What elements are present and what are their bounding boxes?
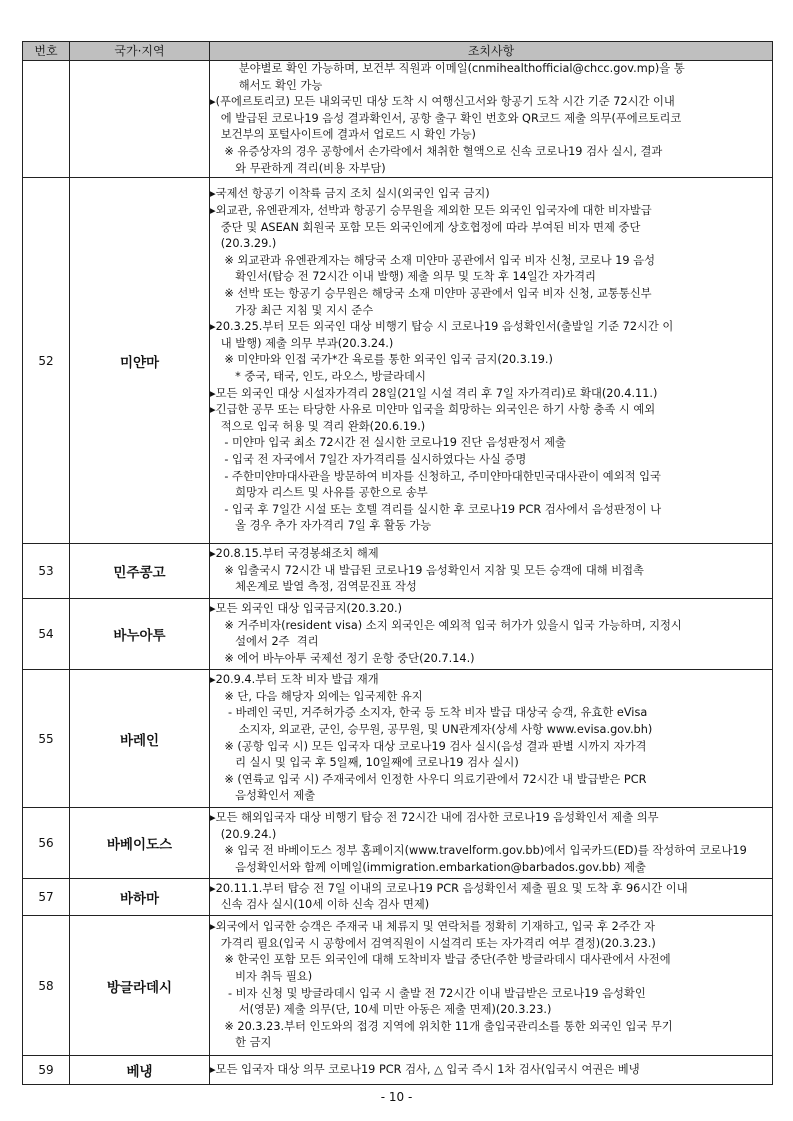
measure-line: ▸모든 해외입국자 대상 비행기 탑승 전 72시간 내에 검사한 코로나19 음성확인서 제출 의무 (210, 810, 659, 824)
country-name: 민주콩고 (70, 544, 210, 599)
measure-line: ※ 입국 전 바베이도스 정부 홈페이지(www.travelform.gov.bb)에서 입국카드(ED)를 작성하여 코로나19 (210, 844, 747, 858)
country-name (70, 61, 210, 178)
measure-line: ※ 거주비자(resident visa) 소지 외국인은 예외적 입국 허가가 있을시 입국 가능하며, 지정시 (210, 618, 682, 632)
measure-line: 확인서(탑승 전 72시간 이내 발행) 제출 의무 및 도착 후 14일간 자가격리 (210, 270, 596, 284)
measures-cell (210, 61, 773, 178)
measure-line: ※ 한국인 포함 모든 외국인에 대해 도착비자 발급 중단(주한 방글라데시 대사관에서 사전에 (210, 953, 671, 967)
measures-cell (210, 599, 773, 670)
measure-line: 소지자, 외교관, 군인, 승무원, 공무원, 및 UN관계자(상세 사항 www.evisa.gov.bh) (210, 723, 653, 737)
measure-line: 신속 검사 실시(10세 이하 신속 검사 면제) (210, 898, 430, 912)
country-name: 방글라데시 (70, 916, 210, 1056)
measures-cell (210, 670, 773, 808)
measure-line: (20.9.24.) (210, 827, 277, 841)
header-country: 국가·지역 (70, 42, 210, 61)
table-header-row (23, 42, 773, 61)
measure-line: - 입국 전 자국에서 7일간 자가격리를 실시하였다는 사실 증명 (210, 452, 527, 466)
measure-line: ▸긴급한 공무 또는 타당한 사유로 미얀마 입국을 희망하는 외국인은 하기 사항 충족 시 예외 (210, 403, 656, 417)
measure-line: ▸모든 외국인 대상 입국금지(20.3.20.) (210, 601, 403, 615)
measure-line: 가장 최근 지침 및 지시 준수 (210, 303, 374, 317)
measure-line: 음성확인서와 함께 이메일(immigration.embarkation@barbados.gov.bb) 제출 (210, 860, 646, 874)
measure-line: 한 금지 (210, 1036, 272, 1050)
measure-line: ▸외교관, 유엔관계자, 선박과 항공기 승무원을 제외한 모든 외국인 입국자에 대한 비자발급 (210, 204, 652, 218)
measure-line: ▸모든 입국자 대상 의무 코로나19 PCR 검사, △ 입국 즉시 1차 검사(입국시 여권은 베냉 (210, 1062, 640, 1076)
measure-line: 희망자 리스트 및 사유를 공한으로 송부 (210, 486, 428, 500)
measure-line: ▸모든 외국인 대상 시설자가격리 28일(21일 시설 격리 후 7일 자가격리)로 확대(20.4.11.) (210, 386, 658, 400)
measure-line: 음성확인서 제출 (210, 789, 316, 803)
measure-line: ※ 미얀마와 인접 국가*간 육로를 통한 외국인 입국 금지(20.3.19.) (210, 353, 553, 367)
row-number: 52 (23, 178, 70, 544)
measure-line: ※ 에어 바누아투 국제선 정기 운항 중단(20.7.14.) (210, 651, 475, 665)
measure-line: 해서도 확인 가능 (210, 78, 323, 92)
table-row (23, 879, 773, 916)
measures-cell (210, 1056, 773, 1085)
row-number: 58 (23, 916, 70, 1056)
measure-line: ▸20.11.1.부터 탑승 전 7일 이내의 코로나19 PCR 음성확인서 제출 필요 및 도착 후 96시간 이내 (210, 881, 688, 895)
measure-line: 올 경우 추가 자가격리 7일 후 활동 가능 (210, 519, 432, 533)
table-row (23, 1056, 773, 1085)
measure-line: 적으로 입국 허용 및 격리 완화(20.6.19.) (210, 419, 426, 433)
measures-table (22, 41, 773, 1085)
measure-line: 체온계로 발열 측정, 검역문진표 작성 (210, 580, 417, 594)
measure-line: 분야별로 확인 가능하며, 보건부 직원과 이메일(cnmihealthofficial@chcc.gov.mp)을 통 (210, 62, 685, 75)
measure-line: ▸20.9.4.부터 도착 비자 발급 재개 (210, 673, 379, 687)
measure-line: 내 발행) 제출 의무 부과(20.3.24.) (210, 336, 394, 350)
measure-line: - 주한미얀마대사관을 방문하여 비자를 신청하고, 주미얀마대한민국대사관이 예외적 입국 (210, 469, 661, 483)
measure-line: ※ 외교관과 유엔관계자는 해당국 소재 미얀마 공관에서 입국 비자 신청, 코로나 19 음성 (210, 253, 656, 267)
measure-line: 리 실시 및 입국 후 5일째, 10일째에 코로나19 검사 실시) (210, 756, 519, 770)
measure-line: ※ 선박 또는 항공기 승무원은 해당국 소재 미얀마 공관에서 입국 비자 신청, 교통통신부 (210, 286, 652, 300)
measure-line: 중단 및 ASEAN 회원국 포함 모든 외국인에게 상호협정에 따라 부여된 비자 면제 중단 (210, 220, 641, 234)
country-name: 바하마 (70, 879, 210, 916)
header-number: 번호 (23, 42, 70, 61)
row-number: 54 (23, 599, 70, 670)
table-row (23, 808, 773, 879)
table-row (23, 599, 773, 670)
table-row (23, 544, 773, 599)
measure-line: ▸(푸에르토리코) 모든 내외국민 대상 도착 시 여행신고서와 항공기 도착 시간 기준 72시간 이내 (210, 95, 675, 109)
table-body (23, 61, 773, 1085)
measure-line: ▸20.8.15.부터 국경봉쇄조치 해제 (210, 547, 379, 561)
row-number: 55 (23, 670, 70, 808)
measure-line: ※ (연륙교 입국 시) 주재국에서 인정한 사우디 의료기관에서 72시간 내 발급받은 PCR (210, 772, 647, 786)
measures-cell (210, 879, 773, 916)
row-number: 53 (23, 544, 70, 599)
row-number (23, 61, 70, 178)
measure-line: - 미얀마 입국 최소 72시간 전 실시한 코로나19 진단 음성판정서 제출 (210, 436, 566, 450)
measure-line: ※ 20.3.23.부터 인도와의 접경 지역에 위치한 11개 출입국관리소를 통한 외국인 입국 무기 (210, 1019, 673, 1033)
country-name: 베냉 (70, 1056, 210, 1085)
measure-line: * 중국, 태국, 인도, 라오스, 방글라데시 (210, 369, 426, 383)
table-row (23, 670, 773, 808)
country-name: 미얀마 (70, 178, 210, 544)
measure-line: 비자 취득 필요) (210, 970, 313, 984)
measure-line: ※ 단, 다음 해당자 외에는 입국제한 유지 (210, 689, 423, 703)
measure-line: 가격리 필요(입국 시 공항에서 검역직원이 시설격리 또는 자가격리 여부 결정)(20.3.23.) (210, 936, 656, 950)
country-name: 바베이도스 (70, 808, 210, 879)
row-number: 59 (23, 1056, 70, 1085)
page-number: - 10 - (380, 1090, 413, 1104)
measure-line: 와 무관하게 격리(비용 자부담) (210, 161, 386, 175)
country-name: 바누아투 (70, 599, 210, 670)
measure-line: 설에서 2주 격리 (210, 635, 319, 649)
measure-line: 보건부의 포털사이트에 결과서 업로드 시 확인 가능) (210, 128, 476, 142)
row-number: 56 (23, 808, 70, 879)
measures-cell (210, 544, 773, 599)
measures-cell (210, 916, 773, 1056)
measure-line: ※ 입출국시 72시간 내 발급된 코로나19 음성확인서 지참 및 모든 승객에 대해 비접촉 (210, 563, 644, 577)
row-number: 57 (23, 879, 70, 916)
measure-line: 서(영문) 제출 의무(단, 10세 미만 아동은 제출 면제)(20.3.23.) (210, 1003, 552, 1017)
measure-line: 에 발급된 코로나19 음성 결과확인서, 공항 출구 확인 번호와 QR코드 제출 의무(푸에르토리코 (210, 111, 682, 125)
measure-line: (20.3.29.) (210, 237, 277, 251)
measure-line: ※ (공항 입국 시) 모든 입국자 대상 코로나19 검사 실시(음성 결과 판별 시까지 자가격 (210, 739, 647, 753)
measures-cell (210, 178, 773, 544)
header-measures: 조치사항 (210, 42, 773, 61)
country-name: 바레인 (70, 670, 210, 808)
measure-line: - 입국 후 7일간 시설 또는 호텔 격리를 실시한 후 코로나19 PCR 검사에서 음성판정이 나 (210, 502, 662, 516)
measure-line: ▸20.3.25.부터 모든 외국인 대상 비행기 탑승 시 코로나19 음성확인서(출발일 기준 72시간 이 (210, 320, 674, 334)
table-row (23, 916, 773, 1056)
measure-line: ▸외국에서 입국한 승객은 주재국 내 체류지 및 연락처를 정확히 기재하고, 입국 후 2주간 자 (210, 920, 656, 934)
measure-line: ※ 유증상자의 경우 공항에서 손가락에서 채취한 혈액으로 신속 코로나19 검사 실시, 결과 (210, 144, 663, 158)
measure-line: - 바레인 국민, 거주허가증 소지자, 한국 등 도착 비자 발급 대상국 승객, 유효한 eVisa (210, 706, 648, 720)
table-row (23, 178, 773, 544)
measure-line: - 비자 신청 및 방글라데시 입국 시 출발 전 72시간 이내 발급받은 코로나19 음성확인 (210, 986, 646, 1000)
table-row (23, 61, 773, 178)
measure-line: ▸국제선 항공기 이착륙 금지 조치 실시(외국인 입국 금지) (210, 187, 490, 201)
measures-cell (210, 808, 773, 879)
